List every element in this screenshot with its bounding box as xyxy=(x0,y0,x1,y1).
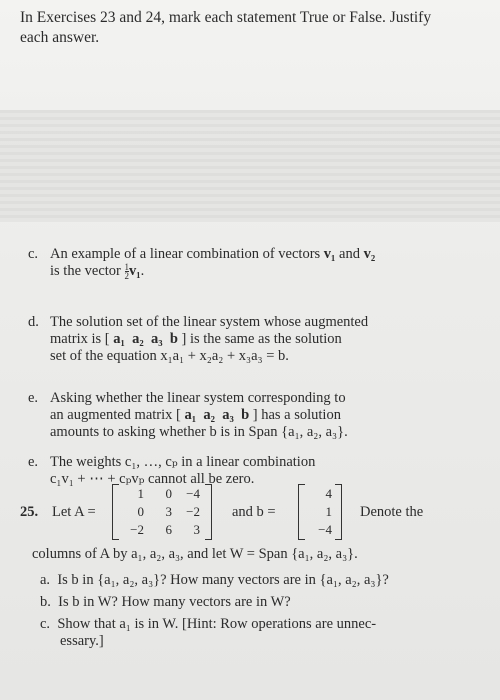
vector-b: 4 1 −4 xyxy=(298,484,342,540)
statement-label: e. xyxy=(28,454,39,470)
exercise-25-text: columns of A by a₁, a₂, a₃, and let W = Span {a₁, a₂, a₃}. xyxy=(32,546,358,562)
statement-d-solution-set: d. The solution set of the linear system whose augmented matrix is [ a₁ a₂ a₃ b ] is the same as the solution set of the equation x₁a₁ + x₂a₂ + x₃a₃ = b. xyxy=(28,314,369,364)
exercise-25b: b. Is b in W? How many vectors are in W? xyxy=(40,594,291,610)
fraction-one-half: $\frac{1}{2}$ xyxy=(124,262,129,282)
statement-label: c. xyxy=(28,246,39,262)
exercise-25: 25. Let A = 1 0 −4 0 3 −2 −2 6 3 and b = 4 1 −4 Denote the columns of A by a₁, a₂, a₃, and let W = Span {a₁, a₂, a₃}. xyxy=(20,484,490,563)
statement-e-augmented-matrix: e. Asking whether the linear system corresponding to an augmented matrix [ a₁ a₂ a₃ b ] has a solution amounts to asking whether b is in Span {a₁, a₂, a₃}. xyxy=(28,390,348,440)
statement-text: An example of a linear combination of vectors xyxy=(50,246,321,262)
statement-c-linear-combination: c. An example of a linear combination of vectors v₁ and v₂ is the vector $\frac{1}{2}$ v₁. xyxy=(28,246,376,282)
blurred-region xyxy=(0,110,500,222)
exercise-number: 25. xyxy=(20,504,39,520)
exercise-25a: a. Is b in {a₁, a₂, a₃}? How many vectors are in {a₁, a₂, a₃}? xyxy=(40,572,389,588)
exercise-instructions: In Exercises 23 and 24, mark each statement True or False. Justify each answer. xyxy=(20,9,432,46)
matrix-a: 1 0 −4 0 3 −2 −2 6 3 xyxy=(112,484,212,540)
exercise-25c: c. Show that a₁ is in W. [Hint: Row operations are unnec- essary.] xyxy=(40,616,377,649)
statement-e-weights: e. The weights c₁, …, cₚ in a linear combination c₁v₁ + ⋯ + cₚvₚ cannot all be zero. xyxy=(28,454,316,487)
statement-label: d. xyxy=(28,314,39,330)
statement-label: e. xyxy=(28,390,39,406)
